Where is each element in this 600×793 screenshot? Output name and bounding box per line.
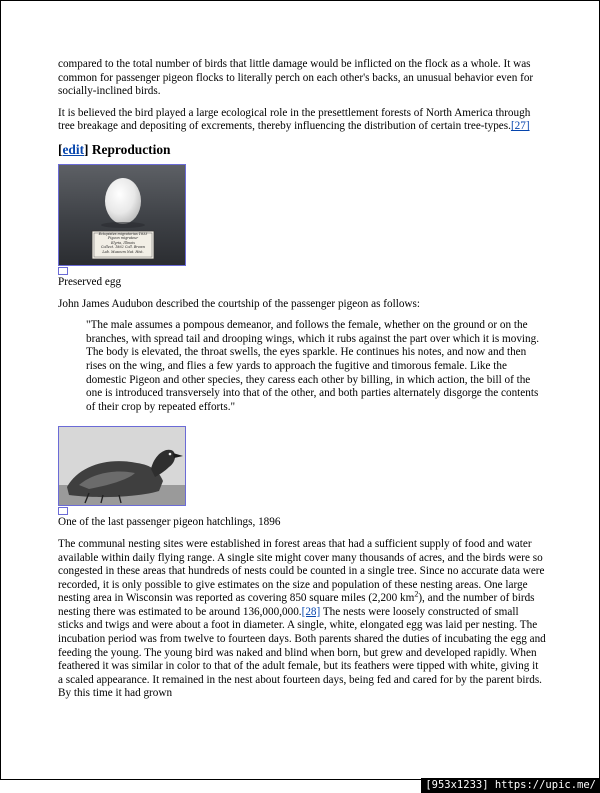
hatchling-figure	[58, 426, 546, 530]
quote-text: "The male assumes a pompous demeanor, and follows the female, whether on the ground or on the branches, with spread tail and drooping wings, which it rubs against the part over which it is moving. The body is elevated, the throat swells, the eyes sparkle. He continues his notes, and now and then rises on the wing, and flies a few yards to approach the fugitive and timorous female. Like the domestic Pigeon and other species, they caress each other by billing, in which action, the bill of the one is introduced transversely into that of the other, and both parties alternately disgorge the contents of their crop by repeated efforts."	[86, 319, 540, 413]
egg-figure	[58, 164, 546, 290]
paragraph-text: The communal nesting sites were established in forest areas that had a sufficient supply of food and water available within daily flying range. A single site might cover many thousands of acres, and the birds were so congested in these areas that hundreds of nests could be counted in a single tree. Since no accurate data were recorded, it is only possible to give estimates on the size and population of these nesting areas. One large nesting area in Wisconsin was reported as covering 850 square miles (2,200 km	[58, 537, 545, 605]
specimen-label	[93, 232, 153, 254]
specimen-label-line: Lab. Museum Nat. Hist.	[102, 249, 144, 254]
paragraph-text: John James Audubon described the courtship of the passenger pigeon as follows:	[58, 297, 420, 310]
hatchling-photo[interactable]	[58, 426, 186, 506]
specimen-label-line: Ectopistes migratorius 1833	[98, 231, 148, 236]
specimen-label-line: Elyria, Illinois	[111, 240, 135, 245]
edit-section-link[interactable]: edit	[62, 141, 85, 157]
paragraph	[58, 107, 546, 134]
citation-link[interactable]: [27]	[510, 120, 530, 133]
paragraph	[58, 298, 546, 312]
specimen-label-line: Pigeon migrateur	[107, 236, 139, 241]
citation-link[interactable]: [28]	[301, 605, 321, 618]
paragraph-text: It is believed the bird played a large ecological role in the presettlement forests of North America through tree breakage and depositing of excrements, thereby influencing the distribution of certain tree-types.	[58, 106, 531, 133]
paragraph-text: ), and the number of birds nesting there was estimated to be around 136,000,000.	[58, 592, 535, 618]
superscript: 2	[414, 589, 419, 599]
specimen-label-line: Collect. 1862 Coll. Brown	[100, 245, 146, 250]
enlarge-icon[interactable]	[58, 267, 68, 275]
article-content	[58, 58, 546, 709]
figure-caption: One of the last passenger pigeon hatchlings, 1896	[58, 516, 281, 529]
paragraph-text: compared to the total number of birds that little damage would be inflicted on the flock as a whole. It was common for passenger pigeon flocks to literally perch on each other's backs, an unusual behavior even for socially-inclined birds.	[58, 58, 534, 98]
enlarge-icon[interactable]	[58, 507, 68, 515]
figure-caption: Preserved egg	[58, 275, 122, 288]
watermark-footer: [953x1233] https://upic.me/	[421, 778, 600, 793]
paragraph-text: The nests were loosely constructed of small sticks and twigs and were about a foot in diameter. A single, white, elongated egg was laid per nesting. The incubation period was from twelve to fourteen days. Both parents shared the duties of incubating the egg and feeding the young. The young bird was naked and blind when born, but grew and developed rapidly. When feathered it was similar in color to that of the adult female, but its feathers were tipped with white, giving it a scaled appearance. It remained in the nest about fourteen days, being fed and cared for by the parent birds. By this time it had grown	[58, 605, 546, 700]
paragraph	[58, 58, 546, 99]
preserved-egg-image[interactable]	[58, 164, 186, 266]
section-title: Reproduction	[91, 141, 171, 157]
paragraph	[58, 538, 546, 701]
audubon-quote	[86, 319, 546, 414]
section-heading: [edit] Reproduction	[58, 141, 171, 157]
